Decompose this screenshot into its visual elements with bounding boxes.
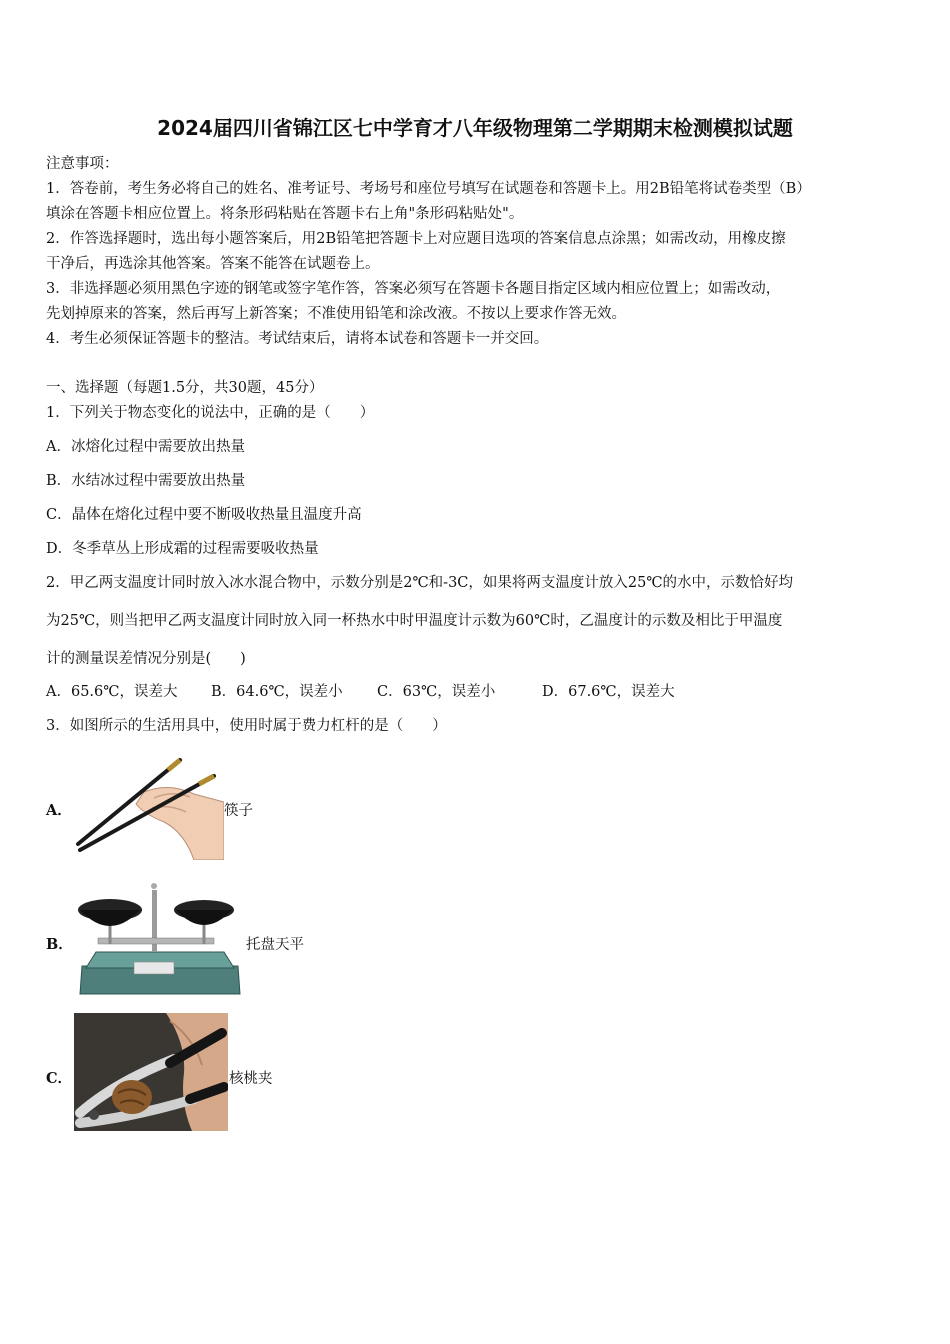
notice-line: 4．考生必须保证答题卡的整洁。考试结束后，请将本试卷和答题卡一并交回。 xyxy=(46,331,549,347)
notice-line: 先划掉原来的答案，然后再写上新答案；不准使用铅笔和涂改液。不按以上要求作答无效。 xyxy=(46,306,626,322)
q1-option-c: C．晶体在熔化过程中要不断吸收热量且温度升高 xyxy=(46,507,362,523)
chopsticks-image xyxy=(74,752,224,860)
q3-option-a-label: 筷子 xyxy=(224,803,253,819)
q3-option-b-letter: B． xyxy=(46,936,73,953)
q1-option-d: D．冬季草丛上形成霜的过程需要吸收热量 xyxy=(46,541,319,557)
question-2-line: 2．甲乙两支温度计同时放入冰水混合物中，示数分别是2℃和-3C，如果将两支温度计放入25℃的水中，示数恰好均 xyxy=(46,575,794,591)
notice-line: 1．答卷前，考生务必将自己的姓名、准考证号、考场号和座位号填写在试题卷和答题卡上。用2B铅笔将试卷类型（B） xyxy=(46,181,811,197)
notice-heading: 注意事项： xyxy=(46,156,119,172)
notice-line: 2．作答选择题时，选出每小题答案后，用2B铅笔把答题卡上对应题目选项的答案信息点涂黑；如需改动，用橡皮擦 xyxy=(46,231,786,247)
notice-line: 3．非选择题必须用黑色字迹的钢笔或签字笔作答，答案必须写在答题卡各题目指定区域内相应位置上；如需改动， xyxy=(46,281,781,297)
question-3-stem: 3．如图所示的生活用具中，使用时属于费力杠杆的是（ ） xyxy=(46,718,447,734)
q3-option-c-letter: C． xyxy=(46,1070,73,1087)
nutcracker-image xyxy=(74,1013,228,1131)
q1-option-b: B．水结冰过程中需要放出热量 xyxy=(46,473,246,489)
q3-option-b-label: 托盘天平 xyxy=(246,937,304,953)
q3-option-a-letter: A． xyxy=(46,802,72,819)
notice-line: 干净后，再选涂其他答案。答案不能答在试题卷上。 xyxy=(46,256,380,272)
balance-scale-image xyxy=(74,880,246,996)
q1-option-a: A．冰熔化过程中需要放出热量 xyxy=(46,439,245,455)
section-heading: 一、选择题（每题1.5分，共30题，45分） xyxy=(46,380,324,396)
q3-option-c-label: 核桃夹 xyxy=(229,1071,273,1087)
notice-line: 填涂在答题卡相应位置上。将条形码粘贴在答题卡右上角"条形码粘贴处"。 xyxy=(46,206,524,222)
question-2-line: 计的测量误差情况分别是( ) xyxy=(46,651,246,667)
question-1-stem: 1．下列关于物态变化的说法中，正确的是（ ） xyxy=(46,405,375,421)
q2-option-c: C．63℃，误差小 xyxy=(377,684,496,700)
q2-option-b: B．64.6℃，误差小 xyxy=(211,684,343,700)
q2-option-d: D．67.6℃，误差大 xyxy=(542,684,675,700)
page-title: 2024届四川省锦江区七中学育才八年级物理第二学期期末检测模拟试题 xyxy=(157,116,793,140)
question-2-line: 为25℃，则当把甲乙两支温度计同时放入同一杯热水中时甲温度计示数为60℃时，乙温度计的示数及相比于甲温度 xyxy=(46,613,783,629)
q2-option-a: A．65.6℃，误差大 xyxy=(46,684,178,700)
